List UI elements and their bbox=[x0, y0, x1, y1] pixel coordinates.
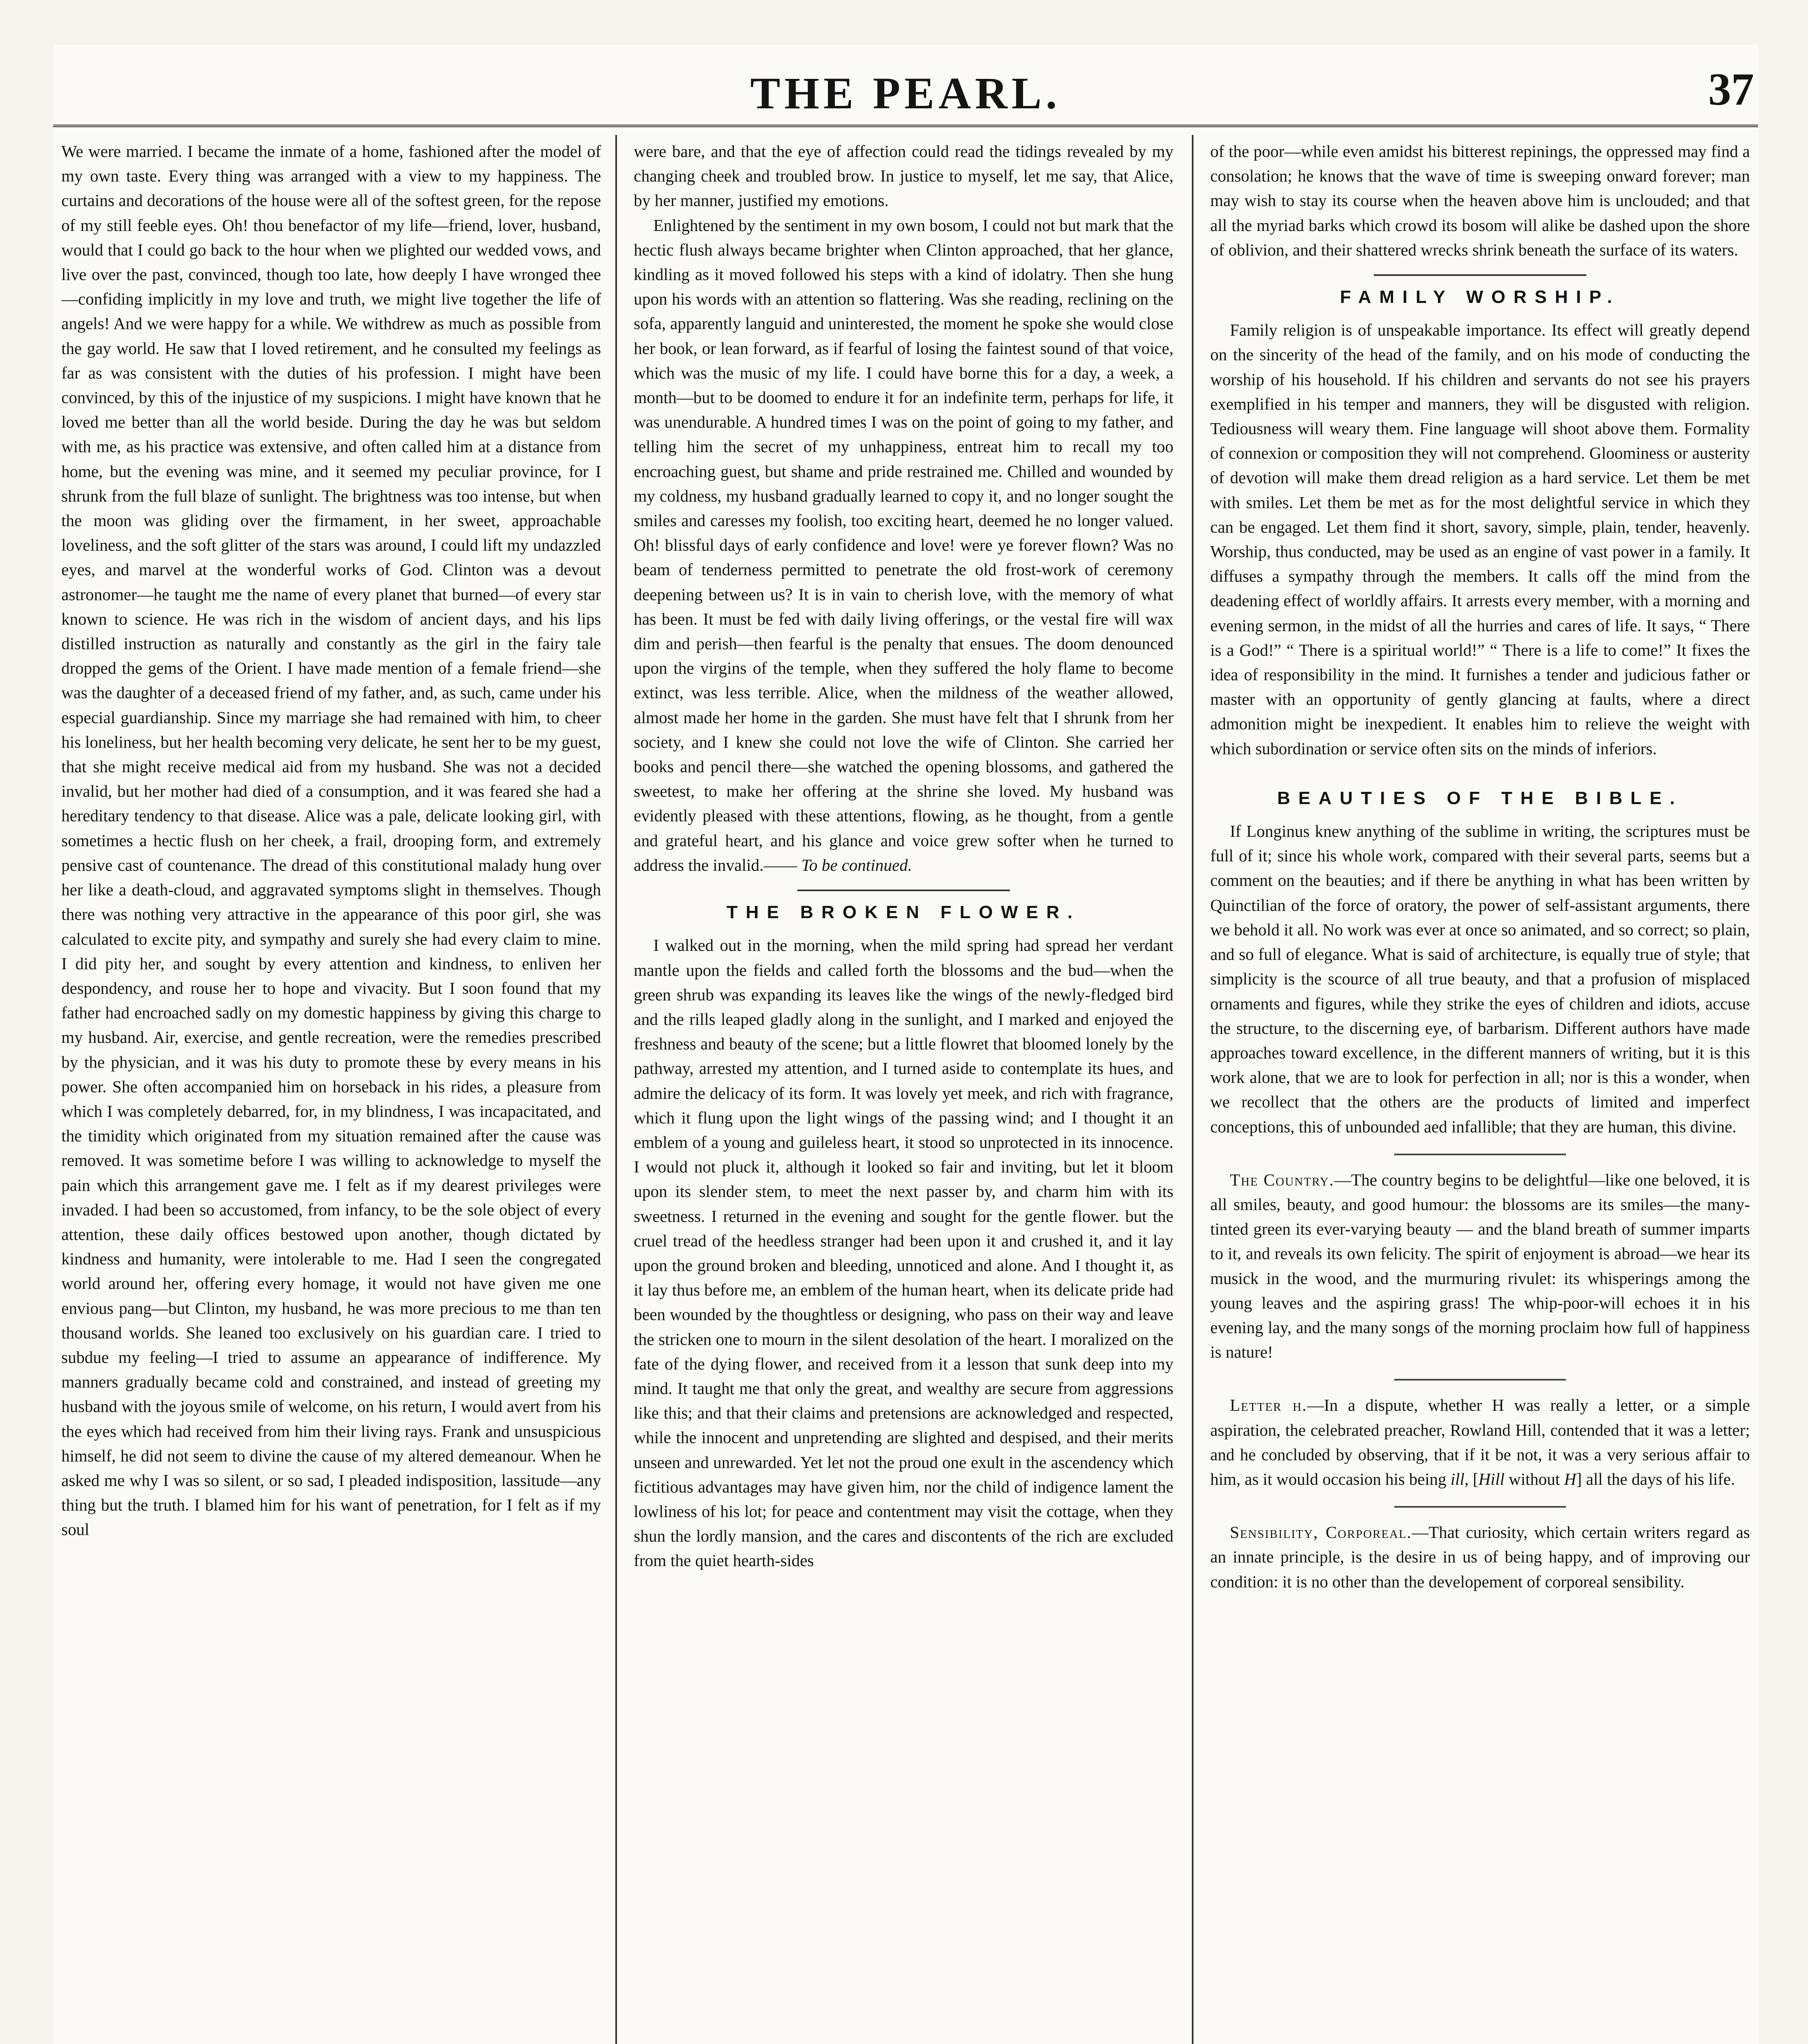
the-country-lead: The Country. bbox=[1230, 1170, 1335, 1189]
story-paragraph: We were married. I became the inmate of a home, fashioned after the model of my own taste. Every thing was arranged with a view to my happiness. The curtains and decorations of the house were all of the softest green, for the repose of my still feeble eyes. Oh! thou benefactor of my life—friend, lover, husband, would that I could go back to the hour when we plighted our wedded vows, and live over the past, convinced, though too late, how deeply I have wronged thee—confiding implicitly in my love and truth, we might live together the life of angels! And we were happy for a while. We withdrew as much as possible from the gay world. He saw that I loved retirement, and he consulted my feelings as far as was consistent with the duties of his profession. I might have been convinced, by this of the injustice of my suspicions. I might have known that he loved me better than all the world beside. During the day he was but seldom with me, as his practice was extensive, and often called him at a distance from home, but the evening was mine, and it seemed my peculiar province, for I shrunk from the full blaze of sunlight. The brightness was too intense, but when the moon was gliding over the firmament, in her sweet, approachable loveliness, and the soft glitter of the stars was around, I could lift my undazzled eyes, and marvel at the wonderful works of God. Clinton was a devout astronomer—he taught me the name of every planet that burned—of every star known to science. He was rich in the wisdom of ancient days, and his lips distilled instruction as naturally and constantly as the girl in the fairy tale dropped the gems of the Orient. I have made mention of a female friend—she was the daughter of a deceased friend of my father, and, as such, came under his especial guardianship. Since my marriage she had remained with him, to cheer his loneliness, but her health becoming very delicate, he sent her to be my guest, that she might receive medical aid from my husband. She was not a decided invalid, but her mother had died of a consumption, and it was feared she had a hereditary tendency to that disease. Alice was a pale, delicate looking girl, with sometimes a hectic flush on her cheek, a frail, drooping form, and extremely pensive cast of countenance. The dread of this constitutional malady hung over her like a death-cloud, and aggravated symptoms slight in themselves. Though there was nothing very attractive in the appearance of this poor girl, she was calculated to excite pity, and sympathy and surely she had every claim to mine. I did pity her, and sought by every attention and kindness, to enliven her despondency, and rouse her to hope and vivacity. But I soon found that my father had encroached sadly on my domestic happiness by giving this charge to my husband. Air, exercise, and gentle recreation, were the remedies prescribed by the physician, and it was his duty to promote these by every means in his power. She often accompanied him on horseback in his rides, a pleasure from which I was completely debarred, for, in my blindness, I was incapacitated, and the timidity which originated from my situation remained after the cause was removed. It was sometime before I was willing to acknowledge to myself the pain which this arrangement gave me. I felt as if my dearest privileges were invaded. I had been so accustomed, from infancy, to be the sole object of every attention, these daily offices bestowed upon another, though dictated by kindness and humanity, were intolerable to me. Had I seen the congregated world around her, offering every homage, it would not have given me one envious pang—but Clinton, my husband, he was more precious to me than ten thousand worlds. She leaned too exclusively on his guardian care. I tried to subdue my feeling—I tried to assume an appearance of indifference. My manners gradually became cold and constrained, and instead of greeting my husband with the joyous smile of welcome, on his return, I would avert from his the eyes which had received from him their living rays. Frank and unsuspicious himself, he did not seem to divine the cause of my altered demeanour. When he asked me why I was so silent, or so sad, I pleaded indisposition, lassitude—any thing but the truth. I blamed him for his want of penetration, for I felt as if my soul bbox=[61, 142, 601, 1539]
masthead-rule bbox=[53, 125, 1758, 127]
column-3 bbox=[1210, 139, 1750, 2044]
column-divider bbox=[615, 135, 617, 2044]
item-rule bbox=[1394, 1154, 1566, 1155]
sensibility-item bbox=[1210, 1520, 1750, 1594]
sensibility-lead: Sensibility, Corporeal. bbox=[1230, 1523, 1412, 1542]
story-paragraph-text: Enlightened by the sentiment in my own bosom, I could not but mark that the hectic flush always became brighter when Clinton approached, that her glance, kindling as it moved followed his steps with a kind of idolatry. Then she hung upon his words with an attention so flattering. Was she reading, reclining on the sofa, apparently languid and uninterested, the moment he spoke she would close her book, or lean forward, as if fearful of losing the faintest sound of that voice, which was the music of my life. I could have borne this for a day, a week, a month—but to be doomed to endure it for an indefinite term, perhaps for life, it was unendurable. A hundred times I was on the point of going to my father, and telling him the secret of my unhappiness, entreat him to recall my too encroaching guest, but shame and pride restrained me. Chilled and wounded by my coldness, my husband gradually learned to copy it, and no longer sought the smiles and caresses my foolish, too exciting heart, deemed he no longer valued. Oh! blissful days of early confidence and love! were ye forever flown? Was no beam of tenderness permitted to penetrate the old frost-work of ceremony deepening between us? It is in vain to cherish love, with the memory of what has been. It must be fed with daily living offerings, or the vestal fire will wax dim and perish—then fearful is the penalty that ensues. The doom denounced upon the virgins of the temple, when they suffered the holy flame to become extinct, was less terrible. Alice, when the mildness of the weather allowed, almost made her home in the garden. She must have felt that I shrunk from her society, and I knew she could not love the wife of Clinton. She carried her books and pencil there—she watched the opening blossoms, and gathered the sweetest, to make her offering at the shrine she loved. My husband was evidently pleased with these attentions, flowing, as he thought, from a gentle and grateful heart, and his glance and voice grew softer when he turned to address the invalid. bbox=[634, 215, 1173, 874]
letter-h-text: ] all the days of his life. bbox=[1576, 1469, 1735, 1488]
letter-h-italic: ill, bbox=[1450, 1469, 1469, 1488]
broken-flower-continuation: of the poor—while even amidst his bitterest repinings, the oppressed may find a consolation; he knows that the wave of time is sweeping onward forever; man may wish to stay its course when the heaven above him is unclouded; and that all the myriad barks which crowd its bosom will alike be dashed upon the shore of oblivion, and their shattered wrecks shrink beneath the surface of its waters. bbox=[1210, 142, 1750, 259]
beauties-text: If Longinus knew anything of the sublime in writing, the scriptures must be full of it; since his whole work, compared with their several parts, seems but a comment on the beauties; and if there be anything in what has been written by Quinctilian of the force of oratory, the power of self-assistant arguments, there we behold it all. No work was ever at once so animated, and so correct; so plain, and so full of elegance. What is said of architecture, is equally true of style; that simplicity is the scource of all true beauty, and that a profusion of misplaced ornaments and figures, while they strike the eyes of children and idiots, accuse the structure, to the discerning eye, of barbarism. Different authors have made approaches toward excellence, in the different manners of writing, but it is this work alone, that we are to look for perfection in all; nor is this a wonder, when we recollect that the others are the products of limited and imperfect conceptions, this of unbounded aed infallible; that they are human, this divine. bbox=[1210, 822, 1750, 1136]
letter-h-text: without bbox=[1504, 1469, 1564, 1488]
column-divider bbox=[1192, 135, 1193, 2044]
heading-family-worship: FAMILY WORSHIP. bbox=[1340, 287, 1620, 307]
family-worship-text: Family religion is of unspeakable importance. Its effect will greatly depend on the sincerity of the head of the family, and on his mode of conducting the worship of his household. If his children and servants do not see his prayers exemplified in his temper and manners, they will be disgusted with religion. Tediousness will weary them. Fine language will shoot above them. Formality of connexion or composition they will not comprehend. Gloominess or austerity of devotion will make them dread religion as a hard service. Let them be met with smiles. Let them be met as for the most delightful service in which they can be engaged. Let them find it short, savory, simple, plain, tender, heavenly. Worship, thus conducted, may be used as an engine of vast power in a family. It diffuses a sympathy through the members. It calls off the mind from the deadening effect of worldly affairs. It arrests every member, with a morning and evening sermon, in the midst of all the hurries and cares of life. It says, “ There is a God!” “ There is a spiritual world!” “ There is a life to come!” It fixes the idea of responsibility in the mind. It furnishes a tender and judicious father or master with an opportunity of gently glancing at faults, where a direct admonition might be inexpedient. It enables him to relieve the weight with which subordination or service often sits on the minds of inferiors. bbox=[1210, 320, 1750, 758]
story-paragraph: Enlightened by the sentiment in my own bosom, I could not but mark that the hectic flush always became brighter when Clinton approached, that her glance, kindling as it moved followed his steps with a kind of idolatry. Then she hung upon his words with an attention so flattering. Was she reading, reclining on the sofa, apparently languid and uninterested, the moment he spoke she would close her book, or lean forward, as if fearful of losing the faintest sound of that voice, which was the music of my life. I could have borne this for a day, a week, a month—but to be doomed to endure it for an indefinite term, perhaps for life, it was unendurable. A hundred times I was on the point of going to my father, and telling him the secret of my unhappiness, entreat him to recall my too encroaching guest, but shame and pride restrained me. Chilled and wounded by my coldness, my husband gradually learned to copy it, and no longer sought the smiles and caresses my foolish, too exciting heart, deemed he no longer valued. Oh! blissful days of early confidence and love! were ye forever flown? Was no beam of tenderness permitted to penetrate the old frost-work of ceremony deepening between us? It is in vain to cherish love, with the memory of what has been. It must be fed with daily living offerings, or the vestal fire will wax dim and perish—then fearful is the penalty that ensues. The doom denounced upon the virgins of the temple, when they suffered the holy flame to become extinct, was less terrible. Alice, when the mildness of the weather allowed, almost made her home in the garden. She must have felt that I shrunk from her society, and I knew she could not love the wife of Clinton. She carried her books and pencil there—she watched the opening blossoms, and gathered the sweetest, to make her offering at the shrine she loved. My husband was evidently pleased with these attentions, flowing, as he thought, from a gentle and grateful heart, and his glance and voice grew softer when he turned to address the invalid.—— To be continued. bbox=[634, 215, 1173, 874]
letter-h-item bbox=[1210, 1393, 1750, 1491]
heading-beauties-of-the-bible: BEAUTIES OF THE BIBLE. bbox=[1277, 788, 1683, 808]
letter-h-lead: Letter h. bbox=[1230, 1396, 1307, 1415]
column-1 bbox=[61, 139, 601, 2044]
newspaper-page bbox=[53, 45, 1758, 2044]
letter-h-text: [ bbox=[1469, 1469, 1478, 1488]
page-number: 37 bbox=[1708, 64, 1754, 115]
heading-broken-flower: THE BROKEN FLOWER. bbox=[727, 902, 1081, 923]
column-2 bbox=[634, 139, 1173, 2044]
letter-h-text: —In a dispute, whether H was really a letter, or a simple aspiration, the celebrated preacher, Rowland Hill, contended that it was a letter; and he concluded by observing, that if it be not, it was a very serious affair to him, as it would occasion his being bbox=[1210, 1396, 1750, 1488]
letter-h-italic: H bbox=[1564, 1469, 1577, 1488]
sensibility-text: —That curiosity, which certain writers regard as an innate principle, is the desire in us of being happy, and of improving our condition: it is no other than the developement of corporeal sensibility. bbox=[1210, 1523, 1750, 1591]
to-be-continued: To be continued. bbox=[801, 855, 912, 874]
letter-h-italic: Hill bbox=[1478, 1469, 1505, 1488]
masthead-title: THE PEARL. bbox=[750, 68, 1061, 118]
the-country-text: —The country begins to be delightful—like one beloved, it is all smiles, beauty, and good humour: the blossoms are its smiles—the many-tinted green its ever-varying beauty — and the bland breath of summer imparts to it, and reveals its own felicity. The spirit of enjoyment is abroad—we hear its musick in the wood, and the murmuring rivulet: its whisperings among the young leaves and the aspiring grass! The whip-poor-will echoes it in his evening lay, and the many songs of the morning proclaim how full of happiness is nature! bbox=[1210, 1170, 1750, 1362]
broken-flower-text: I walked out in the morning, when the mild spring had spread her verdant mantle upon the fields and called forth the blossoms and the bud—when the green shrub was expanding its leaves like the wings of the newly-fledged bird and the rills leaped gladly along in the sunlight, and I marked and enjoyed the freshness and beauty of the scene; but a little flowret that bloomed lonely by the pathway, arrested my attention, and I turned aside to contemplate its hues, and admire the delicacy of its form. It was lovely yet meek, and rich with fragrance, which it flung upon the light wings of the passing wind; and I thought it an emblem of a young and guileless heart, it stood so unprotected in its innocence. I would not pluck it, although it looked so fair and inviting, but let it bloom upon its slender stem, to meet the next passer by, and charm him with its sweetness. I returned in the evening and sought for the gentle flower. but the cruel tread of the heedless stranger had been upon it and crushed it, and it lay upon the ground broken and bleeding, unnoticed and alone. And I thought it, as it lay thus before me, an emblem of the human heart, when its delicate pride had been wounded by the thoughtless or designing, who pass on their way and leave the stricken one to mourn in the silent desolation of the heart. I moralized on the fate of the dying flower, and received from it a lesson that sunk deep into my mind. It taught me that only the great, and wealthy are secure from aggressions like this; and that their claims and pretensions are acknowledged and respected, while the innocent and unpretending are slighted and despised, and their merits unseen and unrewarded. Yet let not the proud one exult in the ascendency which fictitious advantages may have given him, nor the child of indigence lament the lowliness of his lot; for peace and contentment may visit the cottage, when they shun the lordly mansion, and the cares and discontents of the rich are excluded from the quiet hearth-sides bbox=[634, 936, 1173, 1570]
the-country-item bbox=[1210, 1168, 1750, 1365]
masthead bbox=[53, 45, 1758, 131]
item-rule bbox=[1394, 1506, 1566, 1508]
story-paragraph: were bare, and that the eye of affection could read the tidings revealed by my changing cheek and troubled brow. In justice to myself, let me say, that Alice, by her manner, justified my emotions. bbox=[634, 142, 1173, 210]
item-rule bbox=[1394, 1379, 1566, 1381]
